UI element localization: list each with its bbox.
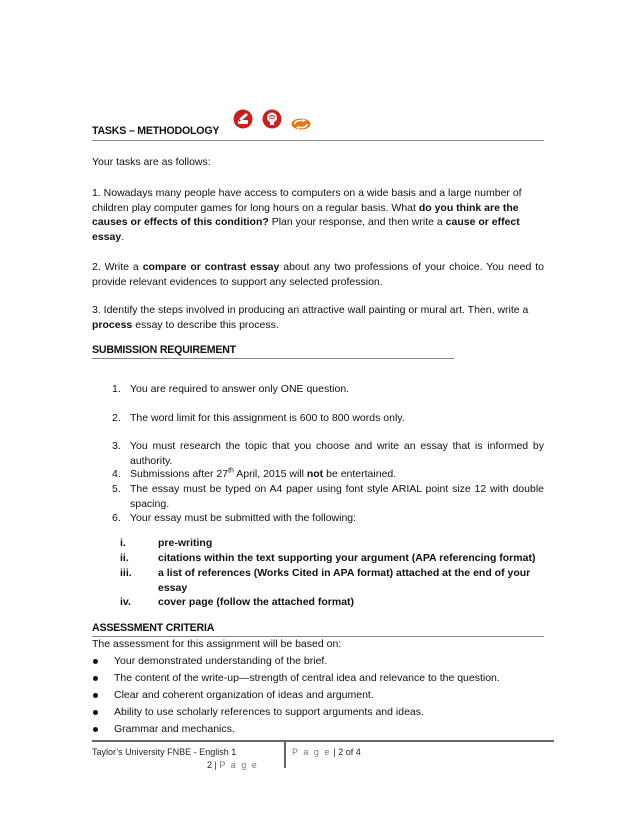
submission-item-4 [112, 467, 544, 482]
tasks-intro: Your tasks are as follows: [92, 156, 211, 168]
footer-rule [92, 740, 554, 742]
q1-text-2: Plan your response, and then write a [268, 216, 446, 229]
list-item [92, 671, 544, 688]
sub-item-text: citations within the text supporting your argument (APA referencing format) [158, 552, 536, 564]
q3-text-1: 3. Identify the steps involved in producing an attractive wall painting or mural art. Then, write a [92, 304, 529, 316]
sub-item-iii [120, 566, 544, 595]
footer-page-number: 2 | [207, 760, 217, 770]
item-number: 5. [112, 483, 121, 495]
q2-text-2: about any two professions of your choice. You need to provide relevant evidences to support any selected profession. [92, 261, 544, 288]
brain-think-icon [262, 109, 282, 129]
q2-bold-1: compare or contrast essay [142, 261, 280, 273]
footer-separator [284, 740, 286, 768]
item-text: The word limit for this assignment is 600 to 800 words only. [130, 412, 405, 424]
footer-page-count: | 2 of 4 [333, 747, 361, 757]
q1-text-3: . [121, 230, 125, 243]
footer-right-text [292, 745, 361, 760]
question-3 [92, 303, 544, 332]
sub-item-i [120, 536, 544, 551]
footer-page-word: P a g e [219, 760, 259, 770]
item-number: 2. [112, 412, 121, 424]
item-text-bold: not [306, 468, 324, 480]
bullet-icon [93, 727, 98, 732]
writing-hand-icon [233, 109, 253, 129]
q1-bold-2: cause or effect essay [92, 216, 520, 243]
submission-item-1 [112, 382, 544, 397]
sub-item-number: iv. [120, 596, 131, 608]
sub-item-ii [120, 551, 544, 566]
q1-text-1: 1. Nowadays many people have access to computers on a wide basis and a large number of children play computer games for long hours on a regular basis. What [92, 187, 522, 214]
q3-bold-1: process [92, 318, 133, 331]
bullet-icon [93, 693, 98, 698]
question-1 [92, 186, 544, 244]
footer-left-text: Taylor’s University FNBE - English 1 [92, 747, 237, 757]
assessment-intro: The assessment for this assignment will be based on: [92, 638, 342, 650]
bullet-icon [93, 710, 98, 715]
sub-item-text: cover page (follow the attached format) [158, 596, 355, 608]
q1-bold-1: do you think are the causes or effects of this condition? [92, 201, 519, 229]
footer-page-label [207, 758, 258, 773]
assessment-heading: ASSESSMENT CRITERIA [92, 622, 215, 634]
item-number: 6. [112, 512, 121, 524]
item-superscript: th [228, 467, 234, 475]
item-text-pre: Submissions after 27 [130, 468, 229, 480]
bullet-text: Your demonstrated understanding of the brief. [114, 655, 328, 667]
submission-item-5 [112, 482, 544, 511]
tasks-heading: TASKS – METHODOLOGY [92, 125, 220, 137]
sub-item-text: a list of references (Works Cited in APA format) attached at the end of your essay [158, 567, 531, 594]
item-text: The essay must be typed on A4 paper using font style ARIAL point size 12 with double spacing. [130, 483, 544, 510]
item-text: Your essay must be submitted with the following: [130, 512, 357, 524]
sub-item-text: pre-writing [158, 537, 213, 549]
list-item [92, 705, 544, 722]
item-text-mid: April, 2015 will [233, 468, 307, 480]
list-item [92, 654, 544, 671]
item-text-post: be entertained. [323, 468, 397, 480]
item-number: 3. [112, 440, 121, 452]
question-2 [92, 260, 544, 289]
sub-item-number: iii. [120, 567, 132, 579]
bullet-icon [93, 659, 98, 664]
item-number: 1. [112, 383, 121, 395]
q2-text-1: 2. Write a [92, 261, 143, 273]
item-number: 4. [112, 468, 121, 480]
sub-item-number: ii. [120, 552, 129, 564]
bullet-text: Grammar and mechanics. [114, 723, 235, 735]
tasks-divider [92, 140, 544, 141]
list-item [92, 722, 544, 739]
submission-item-3 [112, 439, 544, 468]
bullet-icon [93, 676, 98, 681]
item-text: You must research the topic that you choose and write an essay that is informed by authority. [130, 440, 544, 467]
submission-heading: SUBMISSION REQUIREMENT [92, 344, 236, 356]
footer-right-page-word: P a g e [292, 747, 331, 757]
q3-text-2: essay to describe this process. [132, 318, 279, 331]
item-text: You are required to answer only ONE question. [130, 383, 350, 395]
assessment-bullet-list [92, 654, 544, 739]
bullet-text: The content of the write-up—strength of central idea and relevance to the question. [114, 672, 500, 684]
submission-item-6 [112, 511, 544, 526]
submission-item-2 [112, 411, 544, 426]
cycle-arrows-icon [291, 118, 311, 130]
list-item [92, 688, 544, 705]
sub-item-iv [120, 595, 544, 610]
submission-divider [92, 358, 454, 359]
bullet-text: Clear and coherent organization of ideas and argument. [114, 689, 374, 701]
bullet-text: Ability to use scholarly references to support arguments and ideas. [114, 706, 424, 718]
sub-item-number: i. [120, 537, 126, 549]
